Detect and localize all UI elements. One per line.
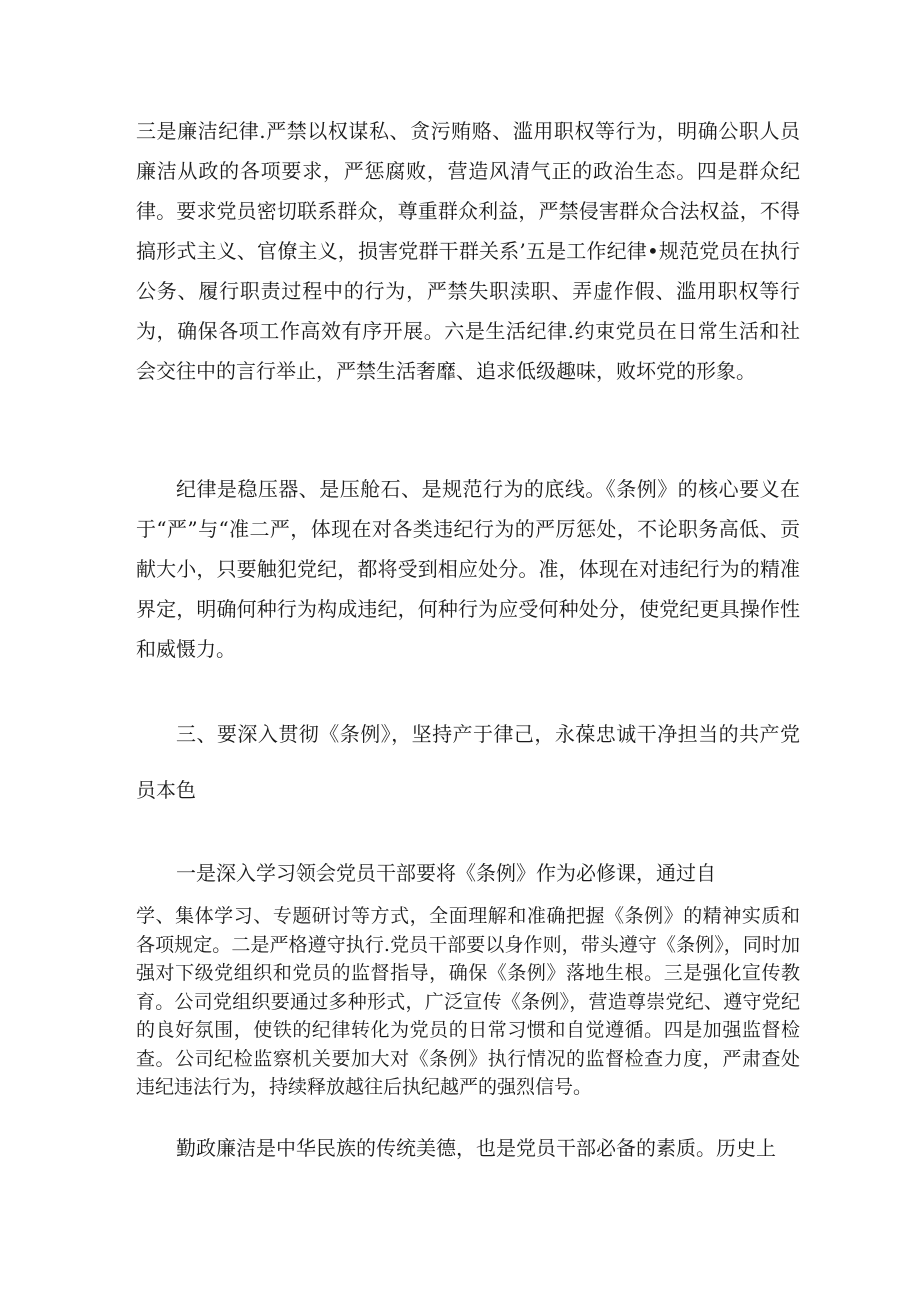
paragraph-study-body: 学、集体学习、专题研讨等方式，全面理解和准确把握《条例》的精神实质和各项规定。二是严格遵守执行.党员干部要以身作则，带头遵守《条例》，同时加强对下级党组织和党员的监督指导，确保《条例》落地生根。三是强化宣传教育。公司党组织要通过多种形式，广泛宣传《条例》，营造尊崇党纪、遵守党纪的良好氛围，使铁的纪律转化为党员的日常习惯和自觉遵循。四是加强监督检查。公司纪检监察机关要加大对《条例》执行情况的监督检查力度，严肃查处违纪违法行为，持续释放越往后执纪越严的强烈信号。 xyxy=(136,905,800,1098)
paragraph-diligence: 勤政廉洁是中华民族的传统美德，也是党员干部必备的素质。历史上 xyxy=(176,1136,776,1160)
paragraph-discipline-meaning: 纪律是稳压器、是压舱石、是规范行为的底线。《条例》的核心要义在于“严”与“准二严，体现在对各类违纪行为的严厉惩处，不论职务高低、贡献大小，只要触犯党纪，都将受到相应处分。准，体现在对违纪行为的精准界定，明确何种行为构成违纪，何种行为应受何种处分，使党纪更具操作性和威慑力。 xyxy=(136,477,800,661)
section-heading-three: 三、要深入贯彻《条例》，坚持产于律己，永葆忠诚干净担当的共产党员本色 xyxy=(136,722,800,802)
paragraph-discipline-types: 三是廉洁纪律.严禁以权谋私、贪污贿赂、滥用职权等行为，明确公职人员廉洁从政的各项要求，严惩腐败，营造风清气正的政治生态。四是群众纪律。要求党员密切联系群众，尊重群众利益，严禁侵害群众合法权益，不得搞形式主义、官僚主义，损害党群干群关系’五是工作纪律•规范党员在执行公务、履行职责过程中的行为，严禁失职渎职、弄虚作假、滥用职权等行为，确保各项工作高效有序开展。六是生活纪律.约束党员在日常生活和社会交往中的言行举止，严禁生活奢靡、追求低级趣味，败坏党的形象。 xyxy=(136,119,800,383)
paragraph-study-lead: 一是深入学习领会党员干部要将《条例》作为必修课，通过自 xyxy=(176,861,716,885)
